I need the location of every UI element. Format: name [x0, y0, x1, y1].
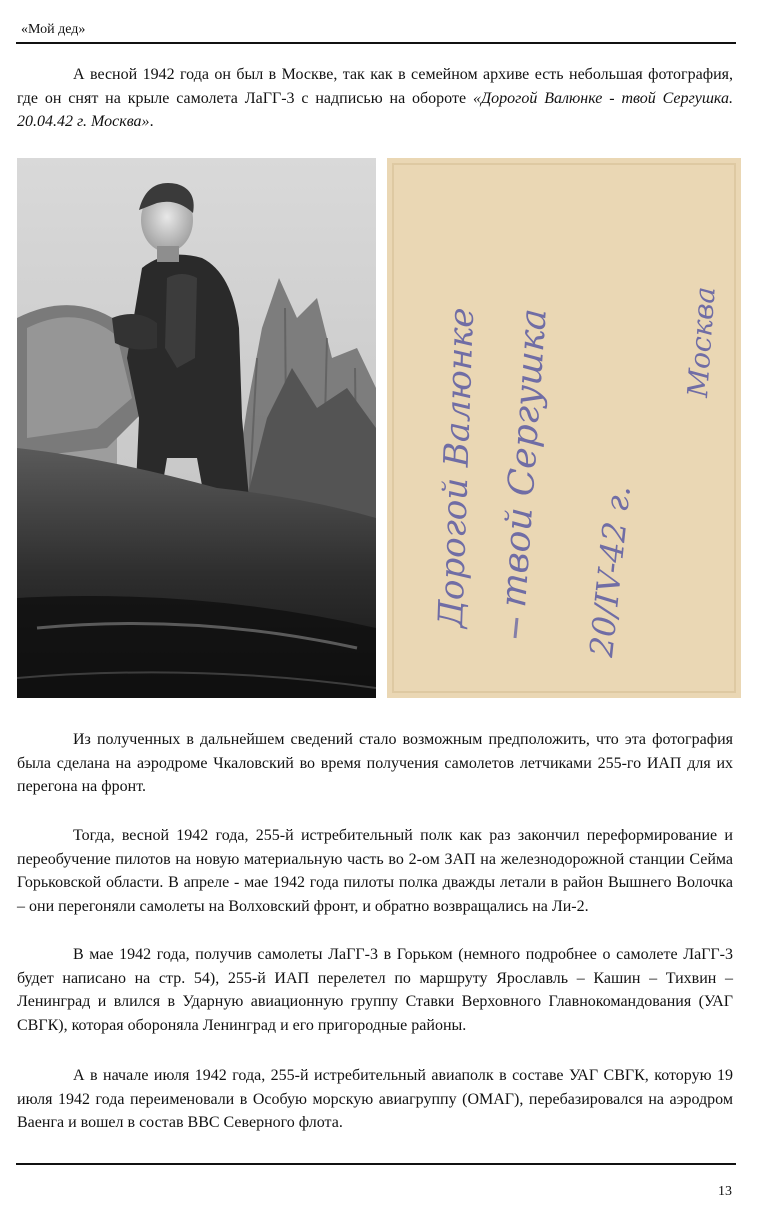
- pilot-photograph: [17, 158, 376, 698]
- body-paragraph-1: Из полученных в дальнейшем сведений стало возможным предположить, что эта фотография была сделана на аэродроме Чкаловский во время получения самолетов летчиками 255-го ИАП для их перегона на фронт.: [17, 731, 733, 795]
- page-number: 13: [718, 1184, 732, 1199]
- inscription-line-1: Дорогой Валюнке: [431, 306, 483, 629]
- inscription-line-3: 20/IV-42 г.: [582, 483, 638, 659]
- inscription-line-4: Москва: [681, 285, 722, 399]
- footer-rule: [16, 1163, 736, 1165]
- running-header: «Мой дед»: [21, 22, 86, 37]
- intro-end: .: [149, 113, 154, 130]
- body-paragraph-4: А в начале июля 1942 года, 255-й истребительный авиаполк в составе УАГ СВГК, которую 19 июля 1942 года переименовали в Особую морскую авиагруппу (ОМАГ), перебазировался на аэродром Ваенга и вошел в состав ВВС Северного флота.: [17, 1067, 733, 1131]
- photo-reverse-inscription: [387, 158, 741, 698]
- inscription-quote: «Дорогой Валюнке - твой Сергушка. 20.04.42 г. Москва»: [17, 89, 733, 130]
- body-paragraph-3: В мае 1942 года, получив самолеты ЛаГГ-3 в Горьком (немного подробнее о самолете ЛаГГ-3 будет написано на стр. 54), 255-й ИАП перелетел по маршруту Ярославль – Кашин – Тихвин – Ленинград и влился в Ударную авиационную группу Ставки Верховного Главнокомандования (УАГ СВГК), которая обороняла Ленинград и его пригородные районы.: [17, 946, 733, 1034]
- inscription-line-2: твой Сергушка: [493, 307, 555, 609]
- body-paragraph-2: Тогда, весной 1942 года, 255-й истребительный полк как раз закончил переформирование и переобучение пилотов на новую материальную часть во 2-ом ЗАП на железнодорожной станции Сейма Горьковской области. В апреле - мае 1942 года пилоты полка дважды летали в район Вышнего Волочка – они перегоняли самолеты на Волховский фронт, и обратно возвращались на Ли-2.: [17, 827, 733, 915]
- intro-paragraph: [17, 63, 733, 134]
- intro-text: А весной 1942 года он был в Москве, так как в семейном архиве есть небольшая фотография, где он снят на крыле самолета ЛаГГ-3 с надписью на обороте: [17, 66, 733, 107]
- header-rule: [16, 42, 736, 44]
